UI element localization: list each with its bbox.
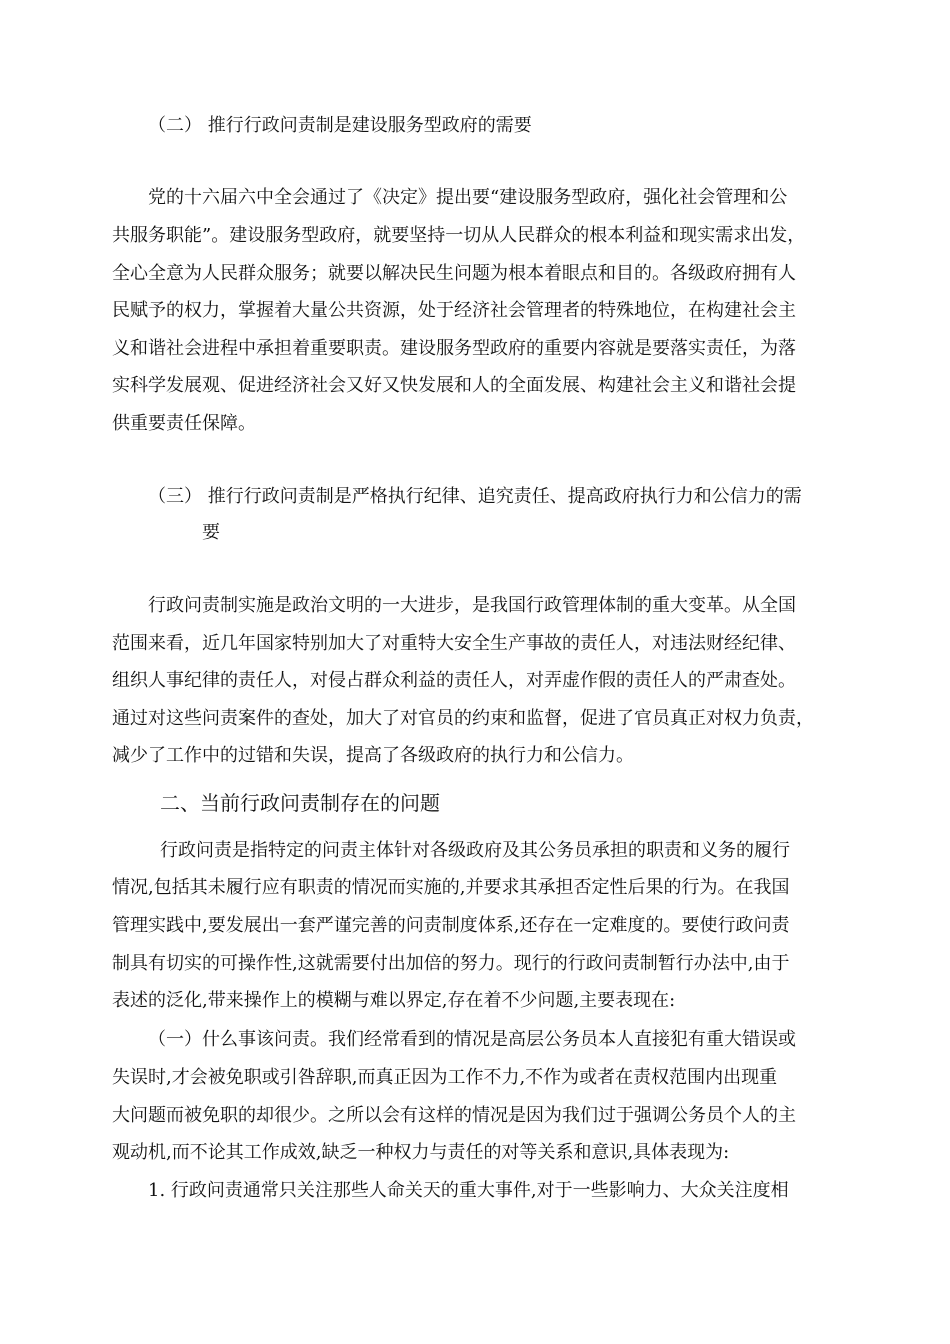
paragraph-line: 观动机,而不论其工作成效,缺乏一种权力与责任的对等关系和意识,具体表现为: xyxy=(112,1142,730,1163)
paragraph-line: 行政问责制实施是政治文明的一大进步，是我国行政管理体制的重大变革。从全国 xyxy=(148,595,796,616)
paragraph-line: 组织人事纪律的责任人，对侵占群众利益的责任人，对弄虚作假的责任人的严肃查处。 xyxy=(112,670,796,691)
paragraph-line: 全心全意为人民群众服务；就要以解决民生问题为根本着眼点和目的。各级政府拥有人 xyxy=(112,263,796,284)
paragraph-line: 共服务职能”。建设服务型政府，就要坚持一切从人民群众的根本利益和现实需求出发， xyxy=(112,225,806,246)
paragraph-line: 范围来看，近几年国家特别加大了对重特大安全生产事故的责任人，对违法财经纪律、 xyxy=(112,633,796,654)
paragraph-line: 大问题而被免职的却很少。之所以会有这样的情况是因为我们过于强调公务员个人的主 xyxy=(112,1105,796,1126)
paragraph-line: 情况,包括其未履行应有职责的情况而实施的,并要求其承担否定性后果的行为。在我国 xyxy=(112,877,790,898)
paragraph-line: 民赋予的权力，掌握着大量公共资源，处于经济社会管理者的特殊地位，在构建社会主 xyxy=(112,300,796,321)
paragraph-line: 制具有切实的可操作性,这就需要付出加倍的努力。现行的行政问责制暂行办法中,由于 xyxy=(112,953,790,974)
section-heading-3-continued: 要 xyxy=(202,522,220,543)
paragraph-line: 管理实践中,要发展出一套严谨完善的问责制度体系,还存在一定难度的。要使行政问责 xyxy=(112,915,790,936)
paragraph-line: 减少了工作中的过错和失误，提高了各级政府的执行力和公信力。 xyxy=(112,745,634,766)
paragraph-line: （一）什么事该问责。我们经常看到的情况是高层公务员本人直接犯有重大错误或 xyxy=(148,1029,796,1050)
paragraph-line: 行政问责是指特定的问责主体针对各级政府及其公务员承担的职责和义务的履行 xyxy=(160,840,790,861)
paragraph-line: 实科学发展观、促进经济社会又好又快发展和人的全面发展、构建社会主义和谐社会提 xyxy=(112,375,796,396)
paragraph-line: 失误时,才会被免职或引咎辞职,而真正因为工作不力,不作为或者在责权范围内出现重 xyxy=(112,1067,778,1088)
paragraph-line: 义和谐社会进程中承担着重要职责。建设服务型政府的重要内容就是要落实责任，为落 xyxy=(112,338,796,359)
part-heading-2: 二、当前行政问责制存在的问题 xyxy=(160,791,440,815)
paragraph-line: 通过对这些问责案件的查处，加大了对官员的约束和监督，促进了官员真正对权力负责， xyxy=(112,708,814,729)
section-heading-3: （三） 推行行政问责制是严格执行纪律、追究责任、提高政府执行力和公信力的需 xyxy=(148,486,802,507)
paragraph-line: 表述的泛化,带来操作上的模糊与难以界定,存在着不少问题,主要表现在: xyxy=(112,990,676,1011)
list-item-1: 1. 行政问责通常只关注那些人命关天的重大事件,对于一些影响力、大众关注度相 xyxy=(148,1180,789,1201)
paragraph-line: 供重要责任保障。 xyxy=(112,413,256,434)
section-heading-2: （二） 推行行政问责制是建设服务型政府的需要 xyxy=(148,115,532,136)
paragraph-line: 党的十六届六中全会通过了《决定》提出要“建设服务型政府，强化社会管理和公 xyxy=(148,187,788,208)
